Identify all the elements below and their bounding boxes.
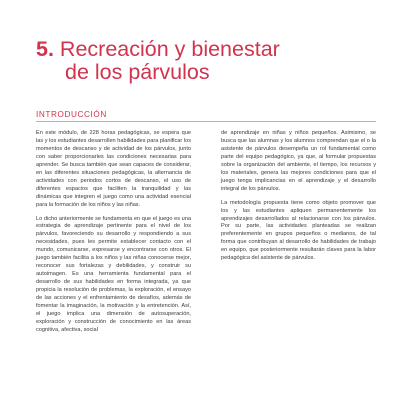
chapter-title-line-2: de los párvulos — [65, 60, 210, 84]
chapter-title-line-1 — [36, 38, 376, 61]
left-column — [36, 130, 191, 341]
section-heading: INTRODUCCIÓN — [36, 110, 107, 119]
chapter-title-text-1: Recreación y bienestar — [59, 37, 280, 61]
chapter-number: 5. — [36, 37, 54, 61]
chapter-title — [36, 38, 376, 84]
section-divider — [36, 121, 376, 122]
right-column — [221, 130, 376, 269]
paragraph: En este módulo, de 228 horas pedagógicas, se espera que las y los estudiantes desarrollen habilidades para planificar los momentos de descanso y de actividad de los párvulos, junto con saber proporcionarles las condiciones necesarias para aprender. Se busca también que sean capaces de considerar, en las diferentes situaciones pedagógicas, la alternancia de actividades con periodos cortos de descanso, el uso de diferentes espacios que faciliten la tranquilidad y las dinámicas que integren el juego como una actividad esencial para la formación de los niños y las niñas. — [36, 130, 191, 208]
paragraph: La metodología propuesta tiene como objeto promover que los y las estudiantes apliquen permanentemente los aprendizajes desarrollados al relacionarse con los párvulos. Por su parte, las actividades planteadas se realizan preferentemente en grupos pequeños o medianos, de tal forma que contribuyan al desarrollo de habilidades de trabajo en equipo, que posteriormente resultarán claves para la labor pedagógica del asistente de párvulos. — [221, 199, 376, 262]
paragraph: de aprendizaje en niñas y niños pequeños. Asimismo, se busca que las alumnas y los alumnos comprendan que el o la asistente de párvulos desempeña un rol fundamental como parte del equipo pedagógico, ya que, al formular propuestas sobre la organización del ambiente, el tiempo, los recursos y los materiales, genera las mejores condiciones para que el juego tenga implicancias en el aprendizaje y el desarrollo integral de los párvulos. — [221, 130, 376, 192]
paragraph: Lo dicho anteriormente se fundamenta en que el juego es una estrategia de aprendizaje pertinente para el nivel de los párvulos, favoreciendo su desarrollo y respondiendo a sus necesidades, pues les permite establecer contacto con el mundo, comunicarse, expresarse y encontrarse con otros. El juego también facilita a los niños y las niñas conocerse mejor, reconocer sus fortalezas y debilidades, y construir su autoimagen. Es una herramienta fundamental para el desarrollo de sus habilidades en forma integrada, ya que propicia la resolución de problemas, la exploración, el ensayo de las acciones y el enfrentamiento de desafíos, además de fomentar la imaginación, la motivación y la entretención. Así, el juego implica una dimensión de autosuperación, exploración y construcción de conocimiento en las áreas cognitiva, afectiva, social — [36, 215, 191, 333]
